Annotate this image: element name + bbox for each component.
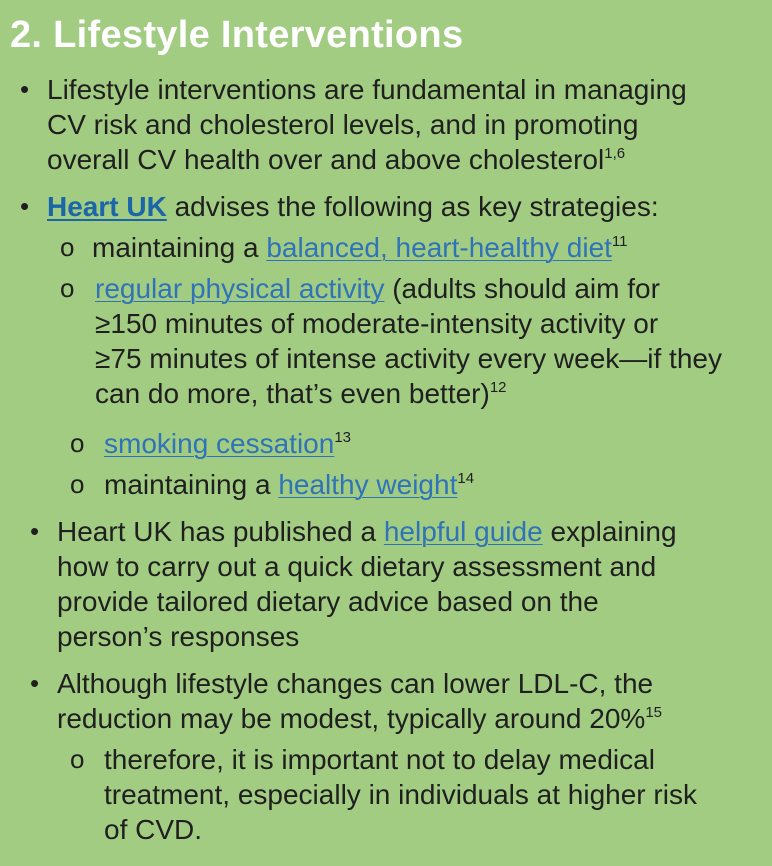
sub-2-line-1-rest: (adults should aim for (384, 273, 660, 304)
bullet-3-marker: • (30, 516, 40, 546)
bullet-2-rest: advises the following as key strategies: (166, 191, 659, 222)
sub-2-line-4 (95, 376, 722, 411)
sub-2-marker: o (60, 273, 75, 303)
bullet-1-line-3-text: overall CV health over and above cholesterol (47, 144, 605, 175)
bullet-4-line-1: Although lifestyle changes can lower LDL-C, the (57, 668, 654, 699)
bullet-1-marker: • (20, 74, 30, 104)
bullet-3-line-2: how to carry out a quick dietary assessment and (57, 551, 657, 582)
heart-uk-link[interactable]: Heart UK (47, 191, 167, 222)
reference-12: 12 (489, 379, 507, 396)
bullet-1-line-2: CV risk and cholesterol levels, and in promoting (47, 109, 639, 140)
sub-2-line-4-text: can do more, that’s even better) (95, 378, 490, 409)
physical-activity-link[interactable]: regular physical activity (95, 273, 385, 304)
bullet-2-marker: • (20, 191, 30, 221)
sub-3-marker: o (70, 428, 85, 458)
bullet-3-post: explaining (542, 516, 677, 547)
bullet-3-text (57, 514, 677, 654)
bullet-4-line-2-text: reduction may be modest, typically around 20% (57, 703, 646, 734)
sub-2-line-1 (95, 271, 722, 306)
smoking-cessation-link[interactable]: smoking cessation (104, 428, 335, 459)
bullet-1-line-3 (47, 142, 687, 177)
sub-4-text (104, 467, 474, 502)
sub-3-text (104, 426, 351, 461)
reference-15: 15 (645, 704, 663, 721)
bullet-1-text (47, 72, 687, 177)
reference-13: 13 (334, 429, 352, 446)
sub-2-text (95, 271, 722, 411)
healthy-weight-link[interactable]: healthy weight (278, 469, 458, 500)
bullet-2-text (47, 189, 659, 224)
sub-5-line-2: treatment, especially in individuals at higher risk (104, 779, 697, 810)
sub-1-marker: o (60, 232, 75, 262)
helpful-guide-link[interactable]: helpful guide (383, 516, 543, 547)
bullet-1-line-1: Lifestyle interventions are fundamental in managing (47, 74, 687, 105)
bullet-3-line-1 (57, 514, 677, 549)
balanced-diet-link[interactable]: balanced, heart-healthy diet (266, 232, 612, 263)
sub-1-pre: maintaining a (92, 232, 267, 263)
reference-1-6: 1,6 (604, 145, 626, 162)
reference-11: 11 (611, 233, 628, 250)
sub-5-text (104, 742, 697, 847)
bullet-3-pre: Heart UK has published a (57, 516, 384, 547)
bullet-4-marker: • (30, 668, 40, 698)
bullet-3-line-3: provide tailored dietary advice based on the (57, 586, 599, 617)
bullet-3-line-4: person’s responses (57, 621, 300, 652)
sub-5-line-3: of CVD. (104, 814, 203, 845)
reference-14: 14 (457, 470, 475, 487)
sub-5-marker: o (70, 744, 85, 774)
sub-4-marker: o (70, 469, 85, 499)
sub-2-line-3: ≥75 minutes of intense activity every week—if they (95, 343, 722, 374)
page-title: 2. Lifestyle Interventions (10, 14, 464, 56)
sub-2-line-2: ≥150 minutes of moderate-intensity activity or (95, 308, 659, 339)
sub-4-pre: maintaining a (104, 469, 279, 500)
sub-1-text (92, 230, 628, 265)
sub-5-line-1: therefore, it is important not to delay medical (104, 744, 655, 775)
bullet-4-text (57, 666, 662, 736)
bullet-4-line-2 (57, 701, 662, 736)
